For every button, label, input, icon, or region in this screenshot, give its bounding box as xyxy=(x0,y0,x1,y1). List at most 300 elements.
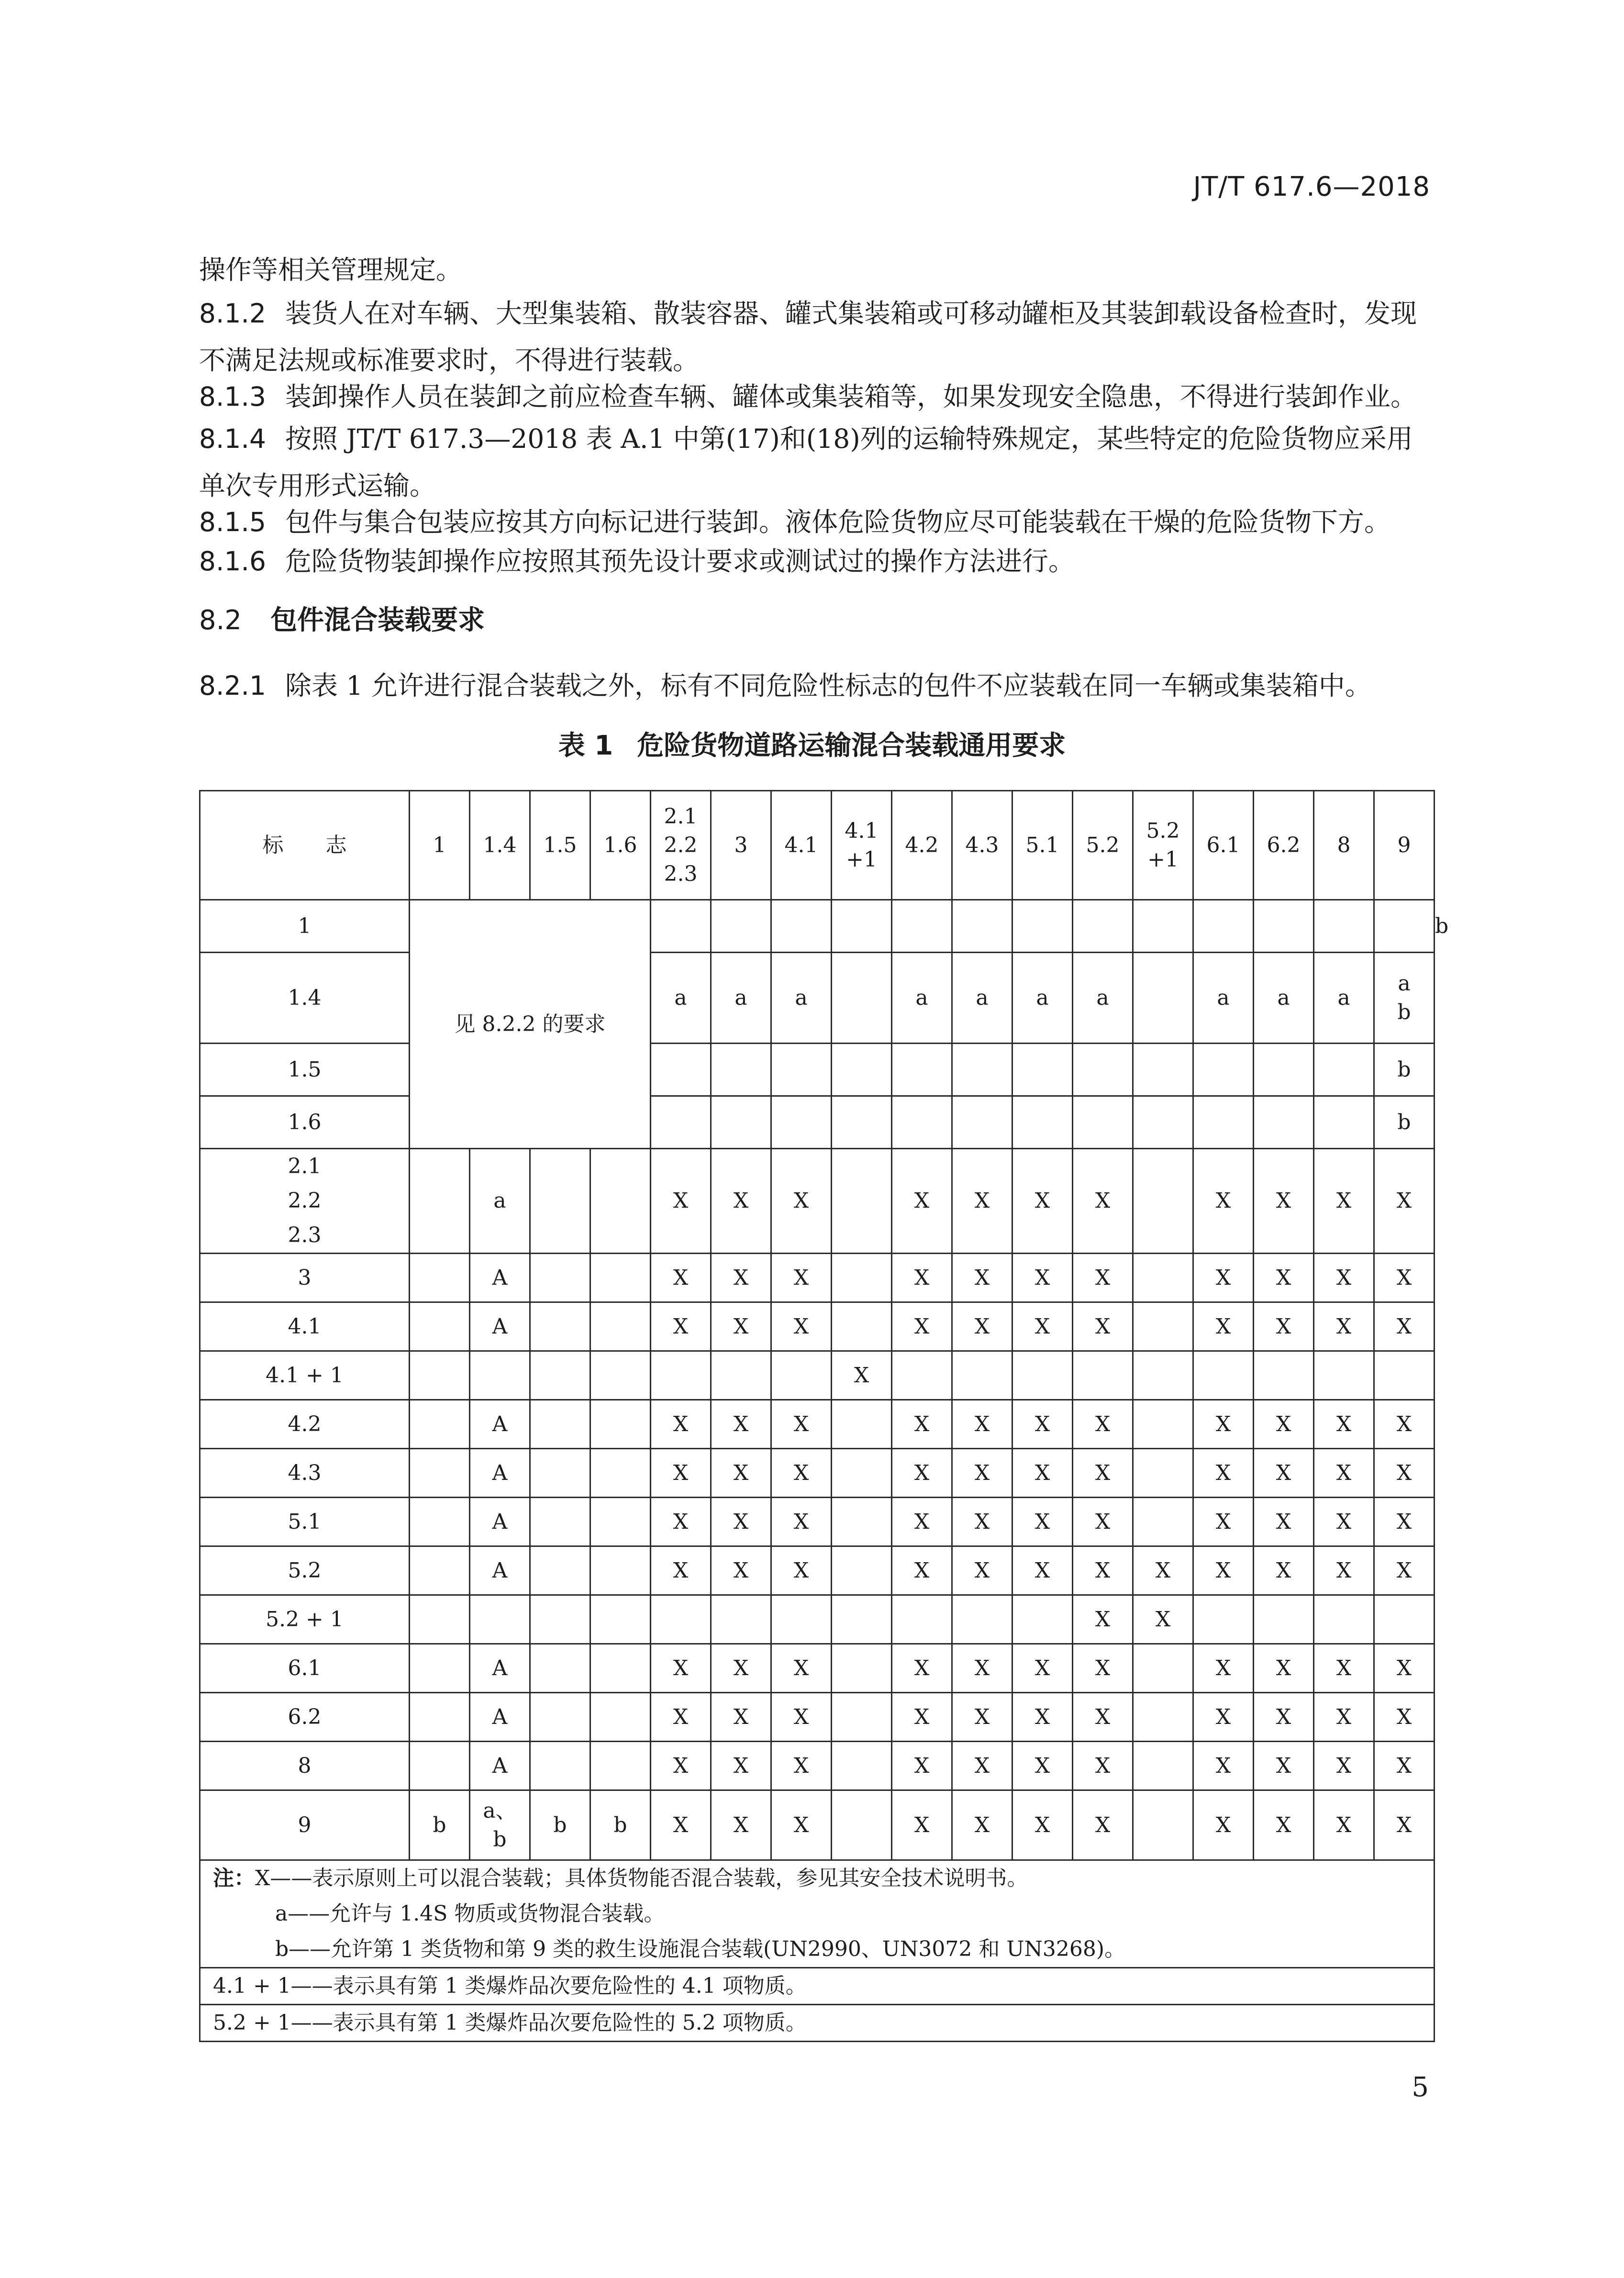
table-cell xyxy=(410,1351,470,1400)
table-cell: X xyxy=(711,1546,771,1595)
table-cell: X xyxy=(771,1693,832,1742)
table-cell xyxy=(1133,1498,1193,1546)
column-header: 5.2 +1 xyxy=(1133,791,1193,900)
table-caption-number: 表 1 xyxy=(558,730,613,761)
row-label: 4.1 xyxy=(200,1302,410,1351)
column-header: 1 xyxy=(410,791,470,900)
section-title: 包件混合装载要求 xyxy=(270,605,485,636)
table-cell: X xyxy=(952,1644,1012,1693)
table-cell xyxy=(530,1693,590,1742)
table-row xyxy=(200,1790,1435,1860)
table-cell xyxy=(1012,1595,1073,1644)
table-cell: X xyxy=(771,1644,832,1693)
table-row xyxy=(200,1693,1435,1742)
table-cell xyxy=(1314,1351,1374,1400)
merged-note-cell: 见 8.2.2 的要求 xyxy=(410,900,651,1149)
table-cell xyxy=(1374,900,1435,953)
table-cell xyxy=(590,1546,651,1595)
row-label: 1.5 xyxy=(200,1044,410,1096)
table-row xyxy=(200,1096,1435,1149)
table-cell: X xyxy=(892,1693,952,1742)
table-cell: A xyxy=(470,1302,530,1351)
table-cell xyxy=(1374,1595,1435,1644)
table-row xyxy=(200,1044,1435,1096)
standard-number: JT/T 617.6—2018 xyxy=(1193,171,1430,202)
table-cell xyxy=(711,1351,771,1400)
table-cell: X xyxy=(892,1302,952,1351)
table-cell xyxy=(651,1044,711,1096)
table-cell: X xyxy=(1314,1149,1374,1254)
table-cell: X xyxy=(1073,1790,1133,1860)
table-cell xyxy=(410,1149,470,1254)
table-cell: a xyxy=(1314,953,1374,1044)
table-cell xyxy=(530,1254,590,1302)
table-cell xyxy=(892,1351,952,1400)
table-cell xyxy=(711,900,771,953)
table-cell: X xyxy=(1193,1742,1254,1790)
table-cell: a xyxy=(470,1149,530,1254)
table-row xyxy=(200,1595,1435,1644)
table-cell: X xyxy=(651,1254,711,1302)
table-cell: X xyxy=(952,1498,1012,1546)
table-cell xyxy=(711,1044,771,1096)
table-cell xyxy=(1133,900,1193,953)
table-cell: X xyxy=(711,1790,771,1860)
table-cell: X xyxy=(1374,1400,1435,1449)
table-cell: X xyxy=(892,1546,952,1595)
table-cell: X xyxy=(1254,1742,1314,1790)
table-cell: X xyxy=(771,1449,832,1498)
table-cell: X xyxy=(771,1790,832,1860)
table-cell xyxy=(1133,1149,1193,1254)
clause-text: 包件与集合包装应按其方向标记进行装卸。液体危险货物应尽可能装载在干燥的危险货物下方。 xyxy=(285,507,1390,537)
table-cell: X xyxy=(711,1693,771,1742)
table-cell xyxy=(410,1254,470,1302)
table-cell: A xyxy=(470,1254,530,1302)
table-cell: X xyxy=(1073,1149,1133,1254)
table-notes-row xyxy=(200,1968,1435,2005)
table-cell: X xyxy=(1314,1498,1374,1546)
table-cell xyxy=(832,1044,892,1096)
table-cell xyxy=(530,1742,590,1790)
table-cell xyxy=(530,1351,590,1400)
table-cell: A xyxy=(470,1498,530,1546)
table-cell xyxy=(771,1044,832,1096)
note-5-2-plus-1: 5.2 + 1——表示具有第 1 类爆炸品次要危险性的 5.2 项物质。 xyxy=(213,2011,807,2035)
table-cell xyxy=(1133,1742,1193,1790)
table-cell: X xyxy=(892,1644,952,1693)
column-header: 4.2 xyxy=(892,791,952,900)
clause-text: 除表 1 允许进行混合装载之外，标有不同危险性标志的包件不应装载在同一车辆或集装箱中。 xyxy=(285,670,1371,701)
row-label: 2.1 2.2 2.3 xyxy=(200,1149,410,1254)
table-cell: A xyxy=(470,1449,530,1498)
clause-text: 危险货物装卸操作应按照其预先设计要求或测试过的操作方法进行。 xyxy=(285,546,1075,577)
table-cell xyxy=(892,1096,952,1149)
table-cell: A xyxy=(470,1742,530,1790)
table-cell: X xyxy=(711,1644,771,1693)
table-cell xyxy=(1193,1044,1254,1096)
mixed-loading-table xyxy=(199,790,1449,2042)
table-cell: X xyxy=(1314,1254,1374,1302)
table-cell xyxy=(1133,1044,1193,1096)
table-cell: X xyxy=(651,1449,711,1498)
table-row xyxy=(200,1400,1435,1449)
table-cell: X xyxy=(1073,1595,1133,1644)
table-cell: X xyxy=(1254,1149,1314,1254)
clause-number: 8.1.4 xyxy=(199,423,266,454)
table-cell: X xyxy=(1314,1400,1374,1449)
table-cell xyxy=(1073,1044,1133,1096)
table-cell: X xyxy=(1374,1742,1435,1790)
table-cell: A xyxy=(470,1693,530,1742)
table-cell xyxy=(952,1595,1012,1644)
clause-8-1-3 xyxy=(199,373,1429,420)
table-cell xyxy=(530,1498,590,1546)
table-cell xyxy=(590,1498,651,1546)
table-cell xyxy=(410,1644,470,1693)
table-cell: X xyxy=(651,1790,711,1860)
page-number: 5 xyxy=(1412,2072,1429,2103)
table-cell xyxy=(651,1351,711,1400)
row-label: 6.1 xyxy=(200,1644,410,1693)
table-cell xyxy=(771,1096,832,1149)
table-cell xyxy=(1133,953,1193,1044)
table-cell xyxy=(470,1595,530,1644)
clause-number: 8.1.5 xyxy=(199,507,266,537)
table-cell: X xyxy=(1314,1693,1374,1742)
table-cell: X xyxy=(1133,1546,1193,1595)
table-cell xyxy=(1193,1351,1254,1400)
table-cell: b xyxy=(590,1790,651,1860)
table-cell: X xyxy=(711,1742,771,1790)
table-cell xyxy=(530,1302,590,1351)
table-cell: X xyxy=(1254,1790,1314,1860)
table-cell: X xyxy=(651,1149,711,1254)
row-label: 4.3 xyxy=(200,1449,410,1498)
table-cell xyxy=(1133,1449,1193,1498)
table-cell: X xyxy=(1254,1254,1314,1302)
table-cell xyxy=(952,1351,1012,1400)
table-cell: X xyxy=(771,1742,832,1790)
table-cell: X xyxy=(711,1400,771,1449)
table-cell xyxy=(1133,1254,1193,1302)
table-cell xyxy=(1133,1693,1193,1742)
table-cell xyxy=(1254,1595,1314,1644)
table-cell xyxy=(952,900,1012,953)
table-cell: X xyxy=(892,1149,952,1254)
table-cell: X xyxy=(1254,1693,1314,1742)
table-cell xyxy=(1193,1595,1254,1644)
table-cell xyxy=(832,1790,892,1860)
table-cell: X xyxy=(892,1790,952,1860)
row-label: 1 xyxy=(200,900,410,953)
table-cell: X xyxy=(892,1254,952,1302)
table-cell: X xyxy=(1073,1742,1133,1790)
table-cell xyxy=(1012,900,1073,953)
table-cell: X xyxy=(1193,1790,1254,1860)
table-cell xyxy=(1374,1351,1435,1400)
table-cell xyxy=(470,1351,530,1400)
table-cell: X xyxy=(1193,1302,1254,1351)
table-cell: a、 b xyxy=(470,1790,530,1860)
row-label: 4.2 xyxy=(200,1400,410,1449)
clause-text: 装货人在对车辆、大型集装箱、散装容器、罐式集装箱或可移动罐柜及其装卸载设备检查时，发现不满足法规或标准要求时，不得进行装载。 xyxy=(199,298,1417,376)
column-header: 6.2 xyxy=(1254,791,1314,900)
table-cell xyxy=(590,1595,651,1644)
table-cell: X xyxy=(1254,1449,1314,1498)
table-cell: X xyxy=(1012,1644,1073,1693)
row-label: 6.2 xyxy=(200,1693,410,1742)
table-cell xyxy=(530,1400,590,1449)
row-label: 5.2 xyxy=(200,1546,410,1595)
table-cell: X xyxy=(1314,1790,1374,1860)
table-notes xyxy=(200,1860,1435,1968)
note-b: b——允许第 1 类货物和第 9 类的救生设施混合装载(UN2990、UN3072 和 UN3268)。 xyxy=(275,1937,1126,1961)
column-header: 1.6 xyxy=(590,791,651,900)
clause-8-2-1 xyxy=(199,662,1429,709)
table-cell xyxy=(1254,1351,1314,1400)
table-cell: X xyxy=(1012,1449,1073,1498)
table-cell: X xyxy=(651,1742,711,1790)
table-cell xyxy=(410,1595,470,1644)
clause-text: 装卸操作人员在装卸之前应检查车辆、罐体或集装箱等，如果发现安全隐患，不得进行装卸作业。 xyxy=(285,381,1417,412)
row-label: 3 xyxy=(200,1254,410,1302)
table-cell: X xyxy=(1254,1546,1314,1595)
table-cell xyxy=(410,1498,470,1546)
table-row xyxy=(200,1644,1435,1693)
clause-8-1-6 xyxy=(199,538,1429,585)
table-cell: X xyxy=(651,1693,711,1742)
table-cell xyxy=(530,1546,590,1595)
table-cell xyxy=(952,1096,1012,1149)
table-cell: X xyxy=(1193,1693,1254,1742)
note-a: a——允许与 1.4S 物质或货物混合装载。 xyxy=(275,1901,665,1926)
table-cell xyxy=(1193,1096,1254,1149)
table-cell: X xyxy=(711,1302,771,1351)
table-cell xyxy=(832,1644,892,1693)
table-cell xyxy=(832,953,892,1044)
table-cell xyxy=(1133,1302,1193,1351)
table-cell: X xyxy=(832,1351,892,1400)
table-cell xyxy=(1073,1096,1133,1149)
table-cell: X xyxy=(1193,1498,1254,1546)
table-cell xyxy=(832,900,892,953)
table-notes-row xyxy=(200,2005,1435,2042)
table-cell: X xyxy=(952,1254,1012,1302)
row-label: 5.2 + 1 xyxy=(200,1595,410,1644)
table-cell xyxy=(1254,1096,1314,1149)
table-cell: X xyxy=(1374,1302,1435,1351)
table-row xyxy=(200,1254,1435,1302)
table-notes-row xyxy=(200,1860,1435,1968)
table-cell xyxy=(711,1595,771,1644)
table-cell xyxy=(892,1595,952,1644)
table-cell xyxy=(1314,900,1374,953)
table-cell: X xyxy=(771,1546,832,1595)
table-cell xyxy=(1012,1351,1073,1400)
table-cell: a xyxy=(952,953,1012,1044)
row-label: 5.1 xyxy=(200,1498,410,1546)
table-cell: X xyxy=(1073,1254,1133,1302)
table-cell xyxy=(410,1400,470,1449)
column-header: 1.4 xyxy=(470,791,530,900)
table-cell: X xyxy=(1193,1400,1254,1449)
table-cell: a xyxy=(651,953,711,1044)
table-cell: a xyxy=(771,953,832,1044)
table-cell: A xyxy=(470,1644,530,1693)
table-cell: a xyxy=(1073,953,1133,1044)
table-cell xyxy=(771,1351,832,1400)
table-cell xyxy=(1133,1351,1193,1400)
table-cell: X xyxy=(1073,1449,1133,1498)
table-cell: X xyxy=(771,1254,832,1302)
table-cell xyxy=(590,1351,651,1400)
table-cell xyxy=(1012,1044,1073,1096)
table-cell xyxy=(1314,1096,1374,1149)
table-row xyxy=(200,1351,1435,1400)
table-cell: X xyxy=(892,1498,952,1546)
table-cell: X xyxy=(1254,1302,1314,1351)
clause-text: 按照 JT/T 617.3—2018 表 A.1 中第(17)和(18)列的运输特殊规定，某些特定的危险货物应采用单次专用形式运输。 xyxy=(199,423,1413,501)
table-cell xyxy=(590,1149,651,1254)
table-cell: X xyxy=(771,1302,832,1351)
table-row xyxy=(200,1546,1435,1595)
table-cell xyxy=(832,1400,892,1449)
table-cell: X xyxy=(952,1400,1012,1449)
table-cell xyxy=(530,1644,590,1693)
table-cell: a xyxy=(1254,953,1314,1044)
table-cell xyxy=(590,1400,651,1449)
table-row: 1 见 8.2.2 的要求 b xyxy=(200,900,1435,953)
table-cell: X xyxy=(1193,1149,1254,1254)
table-cell: a xyxy=(1012,953,1073,1044)
section-number: 8.2 xyxy=(199,605,242,636)
section-heading xyxy=(199,599,485,637)
table-cell: X xyxy=(1012,1302,1073,1351)
table-cell xyxy=(590,1742,651,1790)
column-header: 5.2 xyxy=(1073,791,1133,900)
table-cell: X xyxy=(952,1546,1012,1595)
table-cell: X xyxy=(651,1644,711,1693)
column-header: 4.3 xyxy=(952,791,1012,900)
table-cell: X xyxy=(771,1400,832,1449)
table-cell: X xyxy=(711,1254,771,1302)
table-cell xyxy=(1133,1096,1193,1149)
row-label: 4.1 + 1 xyxy=(200,1351,410,1400)
row-label: 9 xyxy=(200,1790,410,1860)
table-cell xyxy=(832,1449,892,1498)
table-cell xyxy=(1133,1644,1193,1693)
table-cell: X xyxy=(1012,1546,1073,1595)
table-notes xyxy=(200,1968,1435,2005)
table-cell: X xyxy=(1193,1254,1254,1302)
table-cell xyxy=(410,1693,470,1742)
table-cell: X xyxy=(1012,1498,1073,1546)
table-cell: X xyxy=(952,1693,1012,1742)
table-cell xyxy=(530,1449,590,1498)
table-cell xyxy=(651,1595,711,1644)
table-cell: b xyxy=(530,1790,590,1860)
table-cell: X xyxy=(1193,1644,1254,1693)
clause-number: 8.2.1 xyxy=(199,670,266,701)
table-cell xyxy=(1073,1351,1133,1400)
table-cell xyxy=(410,1302,470,1351)
table-cell: X xyxy=(651,1400,711,1449)
table-cell: X xyxy=(1374,1149,1435,1254)
row-label: 1.4 xyxy=(200,953,410,1044)
table-cell: A xyxy=(470,1400,530,1449)
table-cell: X xyxy=(1314,1644,1374,1693)
table-cell: X xyxy=(1374,1790,1435,1860)
column-header: 4.1 xyxy=(771,791,832,900)
clause-number: 8.1.3 xyxy=(199,381,266,412)
row-label: 8 xyxy=(200,1742,410,1790)
table-cell: X xyxy=(952,1742,1012,1790)
clause-8-1-2 xyxy=(199,290,1429,384)
table-cell xyxy=(1073,900,1133,953)
table-cell xyxy=(832,1546,892,1595)
table-row xyxy=(200,1149,1435,1254)
table-cell xyxy=(1193,900,1254,953)
table-cell: X xyxy=(1073,1546,1133,1595)
table-cell: X xyxy=(1374,1693,1435,1742)
table-cell xyxy=(892,1044,952,1096)
row-label: 1.6 xyxy=(200,1096,410,1149)
table-cell xyxy=(952,1044,1012,1096)
table-cell xyxy=(1133,1400,1193,1449)
table-cell: X xyxy=(1073,1302,1133,1351)
table-cell xyxy=(590,1449,651,1498)
table-row xyxy=(200,953,1435,1044)
table-cell xyxy=(410,1546,470,1595)
table-cell xyxy=(832,1742,892,1790)
table-cell xyxy=(590,1644,651,1693)
table-cell: X xyxy=(1374,1644,1435,1693)
table-cell: X xyxy=(1012,1693,1073,1742)
table-cell: X xyxy=(1012,1149,1073,1254)
table-cell xyxy=(410,1742,470,1790)
table-cell: a xyxy=(1193,953,1254,1044)
table-cell: X xyxy=(952,1449,1012,1498)
table-header-row xyxy=(200,791,1435,900)
table-cell xyxy=(832,1595,892,1644)
table-cell xyxy=(832,1254,892,1302)
table-cell xyxy=(530,1149,590,1254)
column-header: 8 xyxy=(1314,791,1374,900)
table-cell: X xyxy=(1193,1449,1254,1498)
table-cell: X xyxy=(1374,1449,1435,1498)
table-cell: X xyxy=(1073,1400,1133,1449)
table-row xyxy=(200,1449,1435,1498)
table-cell: X xyxy=(771,1149,832,1254)
column-header: 1.5 xyxy=(530,791,590,900)
table-cell xyxy=(1133,1790,1193,1860)
table-cell: X xyxy=(1374,1546,1435,1595)
corner-header-label: 标 志 xyxy=(200,791,410,900)
continuation-text: 操作等相关管理规定。 xyxy=(199,255,463,285)
table-cell: X xyxy=(1012,1400,1073,1449)
table-cell xyxy=(590,1693,651,1742)
table-cell: X xyxy=(1314,1449,1374,1498)
table-cell: X xyxy=(1012,1742,1073,1790)
table-row xyxy=(200,1498,1435,1546)
table-cell: X xyxy=(771,1498,832,1546)
table-cell: X xyxy=(1314,1546,1374,1595)
column-header: 5.1 xyxy=(1012,791,1073,900)
table-cell: a b xyxy=(1374,953,1435,1044)
table-cell: X xyxy=(952,1149,1012,1254)
column-header: 3 xyxy=(711,791,771,900)
